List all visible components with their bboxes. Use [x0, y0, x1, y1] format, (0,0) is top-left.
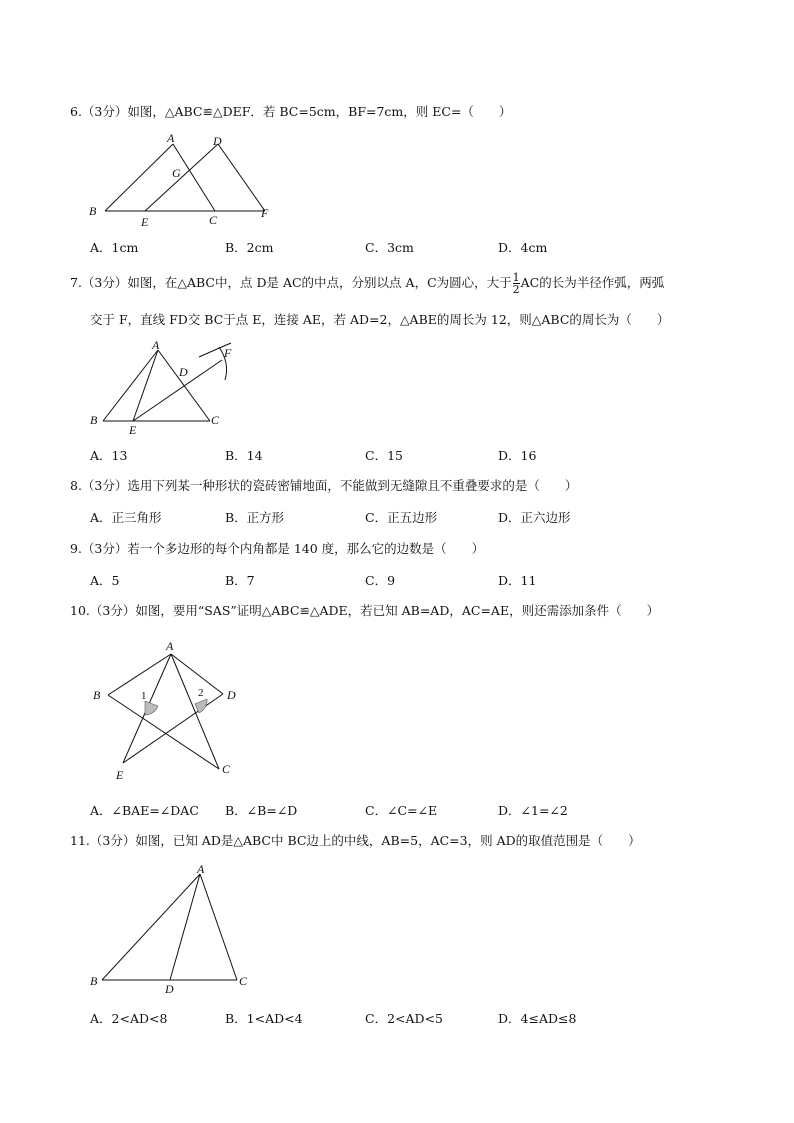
q7-stem-part2: AC的长为半径作弧，两弧	[520, 275, 665, 290]
q6-label-d: D	[213, 134, 222, 148]
q9-option-a[interactable]: A．5	[90, 573, 120, 588]
q6-option-a[interactable]: A．1cm	[90, 240, 139, 255]
q6-option-d[interactable]: D．4cm	[498, 240, 548, 255]
q7-figure	[85, 335, 255, 440]
q11-stem: 11.（3分）如图，已知 AD是△ABC中 BC边上的中线，AB=5，AC=3，则 AD的取值范围是（ ）	[70, 833, 641, 848]
q7-stem-line1	[70, 272, 664, 295]
q7-label-e: E	[129, 423, 137, 437]
q6-option-c[interactable]: C．3cm	[365, 240, 414, 255]
q6-label-g: G	[172, 166, 181, 180]
q6-label-f: F	[261, 206, 269, 220]
q11-option-c[interactable]: C．2<AD<5	[365, 1011, 443, 1026]
q7-stem-line2: 交于 F，直线 FD交 BC于点 E，连接 AE，若 AD=2，△ABE的周长为 12，则△ABC的周长为（ ）	[90, 312, 670, 327]
q7-frac-den: 2	[512, 283, 520, 296]
q9-option-d[interactable]: D．11	[498, 573, 537, 588]
q10-option-c[interactable]: C．∠C=∠E	[365, 803, 438, 818]
q10-option-b[interactable]: B．∠B=∠D	[225, 803, 298, 818]
q11-figure	[85, 858, 260, 998]
q7-label-f: F	[224, 346, 232, 360]
q8-option-a[interactable]: A．正三角形	[90, 510, 162, 525]
q11-label-b: B	[90, 974, 98, 988]
q10-label-b: B	[93, 688, 101, 702]
q10-label-c: C	[222, 762, 231, 776]
q7-label-a: A	[152, 338, 160, 352]
q10-option-a[interactable]: A．∠BAE=∠DAC	[90, 803, 199, 818]
q7-frac-num: 1	[512, 271, 520, 284]
q8-option-b[interactable]: B．正方形	[225, 510, 285, 525]
q11-option-b[interactable]: B．1<AD<4	[225, 1011, 303, 1026]
q7-label-c: C	[211, 413, 220, 427]
q8-stem: 8.（3分）选用下列某一种形状的瓷砖密铺地面，不能做到无缝隙且不重叠要求的是（ ）	[70, 478, 578, 493]
q7-label-d: D	[179, 365, 188, 379]
q7-option-d[interactable]: D．16	[498, 448, 537, 463]
q11-label-d: D	[165, 982, 174, 996]
q10-option-d[interactable]: D．∠1=∠2	[498, 803, 568, 818]
q10-label-angle1: 1	[141, 690, 147, 702]
q10-stem: 10.（3分）如图，要用“SAS”证明△ABC≌△ADE，若已知 AB=AD，AC=AE，则还需添加条件（ ）	[70, 603, 660, 618]
q7-label-b: B	[90, 413, 98, 427]
q10-figure	[85, 637, 255, 787]
q6-label-a: A	[167, 131, 175, 145]
q11-label-c: C	[239, 974, 248, 988]
q8-option-c[interactable]: C．正五边形	[365, 510, 438, 525]
q7-option-b[interactable]: B．14	[225, 448, 263, 463]
q9-option-b[interactable]: B．7	[225, 573, 255, 588]
q10-label-e: E	[116, 768, 124, 782]
q10-label-d: D	[227, 688, 236, 702]
q10-label-a: A	[166, 639, 174, 653]
q7-option-c[interactable]: C．15	[365, 448, 403, 463]
q10-label-angle2: 2	[198, 687, 204, 699]
q9-stem: 9.（3分）若一个多边形的每个内角都是 140 度，那么它的边数是（ ）	[70, 541, 485, 556]
q6-label-c: C	[209, 213, 218, 227]
q6-stem: 6.（3分）如图，△ABC≌△DEF．若 BC=5cm，BF=7cm，则 EC=（ ）	[70, 104, 512, 119]
q6-figure	[85, 130, 285, 230]
q11-label-a: A	[197, 862, 205, 876]
q7-stem-part1: 7.（3分）如图，在△ABC中，点 D是 AC的中点，分别以点 A，C为圆心，大于	[70, 275, 512, 290]
q7-option-a[interactable]: A．13	[90, 448, 128, 463]
q8-option-d[interactable]: D．正六边形	[498, 510, 571, 525]
q11-option-a[interactable]: A．2<AD<8	[90, 1011, 168, 1026]
q6-label-b: B	[89, 204, 97, 218]
q11-option-d[interactable]: D．4≤AD≤8	[498, 1011, 577, 1026]
q6-option-b[interactable]: B．2cm	[225, 240, 274, 255]
q7-fraction	[513, 272, 520, 295]
q6-label-e: E	[141, 215, 149, 229]
q9-option-c[interactable]: C．9	[365, 573, 396, 588]
